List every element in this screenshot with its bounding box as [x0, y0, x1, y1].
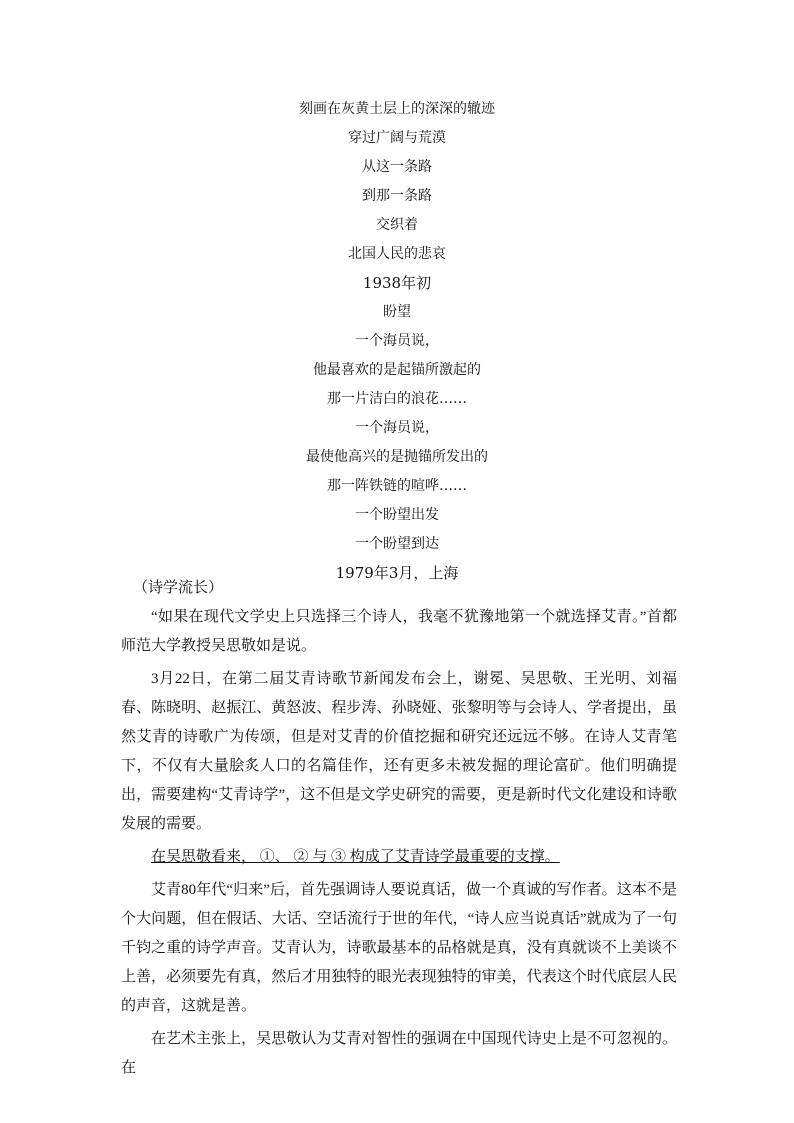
poem	[140, 95, 654, 588]
poem-line: 一个海员说，	[355, 420, 439, 436]
poem-line: 到那一条路	[362, 188, 432, 204]
blanks-sentence: 在吴思敬看来， ①、 ② 与 ③ 构成了艾青诗学最重要的支撑。	[151, 849, 560, 865]
paragraph: 在艺术主张上，吴思敬认为艾青对智性的强调在中国现代诗史上是不可忽视的。在	[121, 1031, 677, 1076]
poem-line: 北国人民的悲哀	[348, 246, 446, 262]
paragraph: 艾青80年代“归来”后，首先强调诗人要说真话，做一个真诚的写作者。这本不是个大问题，但在假话、大话、空话流行于世的年代，“诗人应当说真话”就成为了一句千钧之重的诗学声音。艾青认为，诗歌最基本的品格就是真，没有真就谈不上美谈不上善，必须要先有真，然后才用独特的眼光表现独特的审美，代表这个时代底层人民的声音，这就是善。	[121, 882, 677, 1014]
poem-line: 一个海员说，	[355, 333, 439, 349]
poem-line: 一个盼望出发	[355, 507, 439, 523]
poem-line-date: 1938年初	[362, 274, 432, 292]
source-note: （诗学流长）	[133, 580, 224, 596]
poem-line: 那一阵铁链的喧哗……	[327, 478, 467, 494]
poem-line: 那一片洁白的浪花……	[327, 391, 467, 407]
paragraph-blanks	[121, 843, 677, 872]
poem-line: 穿过广阔与荒漠	[348, 130, 446, 146]
paragraph: 3月22日，在第二届艾青诗歌节新闻发布会上，谢冕、吴思敬、王光明、刘福春、陈晓明、赵振江、黄怒波、程步涛、孙晓娅、张黎明等与会诗人、学者提出，虽然艾青的诗歌广为传颂，但是对艾青的价值挖掘和研究还远远不够。在诗人艾青笔下，不仅有大量脍炙人口的名篇佳作，还有更多未被发掘的理论富矿。他们明确提出，需要建构“艾青诗学”，这不但是文学史研究的需要，更是新时代文化建设和诗歌发展的需要。	[121, 671, 677, 832]
poem-line: 交织着	[376, 217, 418, 233]
article-body	[121, 574, 677, 1087]
poem-line: 最使他高兴的是抛锚所发出的	[306, 449, 488, 465]
poem-line: 一个盼望到达	[355, 536, 439, 552]
paragraph: “如果在现代文学史上只选择三个诗人，我毫不犹豫地第一个就选择艾青。”首都师范大学教授吴思敬如是说。	[121, 609, 677, 654]
poem-line: 他最喜欢的是起锚所激起的	[313, 362, 481, 378]
poem-line: 刻画在灰黄土层上的深深的辙迹	[299, 101, 495, 117]
poem-line: 从这一条路	[362, 159, 432, 175]
poem-signature: 1979年3月，上海	[335, 564, 459, 582]
poem-line: 盼望	[383, 304, 411, 320]
